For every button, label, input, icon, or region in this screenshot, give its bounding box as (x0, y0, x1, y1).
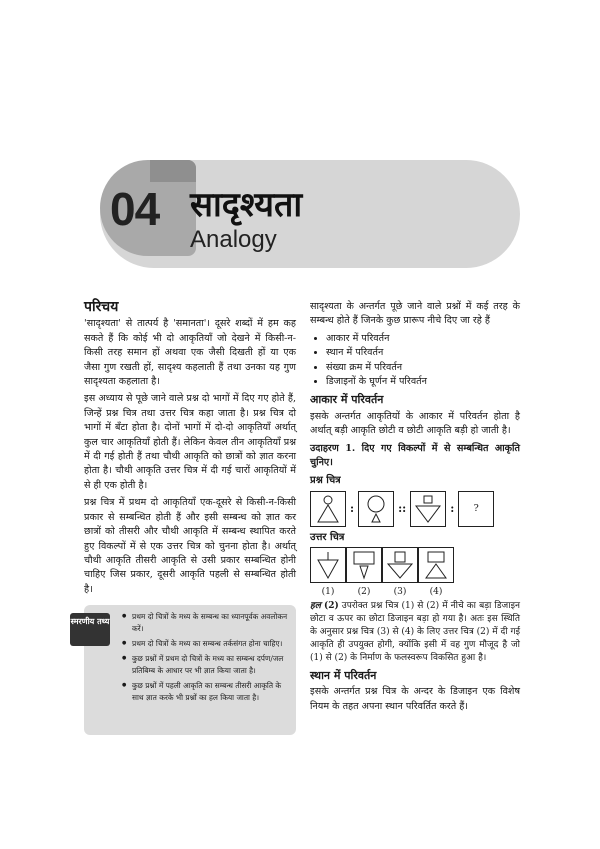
type-item: • आकार में परिवर्तन (326, 332, 520, 346)
answer-figure-3 (382, 547, 418, 583)
colon-separator-icon: : (350, 501, 355, 515)
intro-paragraph-2: इस अध्याय से पूछे जाने वाले प्रश्न दो भागों में दिए गए होते हैं, जिन्हें प्रश्न चित्र तथा उत्तर चित्र कहा जाता है। प्रश्न चित्र दो भागों में बँटा होता है। दोनों भागों में दो-दो आकृतियाँ अर्थात् कुल चार आकृतियाँ होती हैं। लेकिन केवल तीन आकृतियाँ प्रश्न में दी गई होती हैं तथा चौथी आकृति को छात्रों को ज्ञात करना होता है। चौथी आकृति उत्तर चित्र में दी गई चारों आकृतियों में से ही एक होती है। (84, 393, 296, 491)
chapter-subtitle: Analogy (190, 226, 277, 253)
option-number: (1) (321, 587, 335, 598)
intro-paragraph-1: 'सादृश्यता' से तात्पर्य है 'समानता'। दूसरे शब्दों में हम कह सकते हैं कि कोई भी दो आकृतियाँ जो देखने में किसी-न-किसी तरह समान हों अथवा एक जैसी दिखती हों या एक जैसा गुण रखती हों, सादृश्य कहलाती हैं तथा उनका यह गुण सादृश्यता कहलाता है। (84, 318, 296, 388)
solution-label: हल (310, 600, 321, 611)
question-figures (310, 491, 520, 527)
fact-item: ● प्रथम दो चित्रों के मध्य के सम्बन्ध का ध्यानपूर्वक अवलोकन करें। (132, 611, 290, 634)
double-colon-separator-icon: :: (398, 501, 407, 515)
right-column (310, 300, 520, 717)
solution-text: उपरोक्त प्रश्न चित्र (1) से (2) में नीचे का बड़ा डिजाइन छोटा व ऊपर का छोटा डिजाइन बड़ा हो गया है। अतः इस स्थिति के अनुसार प्रश्न चित्र (3) से (4) के लिए उत्तर चित्र (2) में दी गई आकृति ही उपयुक्त होगी, क्योंकि इसी में वह गुण मौजूद है जो (1) से (2) के निर्माण के फलस्वरूप विकसित हुआ है। (310, 600, 520, 663)
question-figure-label: प्रश्न चित्र (310, 475, 341, 487)
answer-option-numbers (310, 585, 520, 599)
answer-figure-1 (310, 547, 346, 583)
solution (310, 600, 520, 665)
type-item: • डिजाइनों के घूर्णन में परिवर्तन (326, 375, 520, 389)
fact-item: ● कुछ प्रश्नों में प्रथम दो चित्रों के मध्य का सम्बन्ध दर्पण/जल प्रतिबिम्ब के आधार पर भी ज्ञात किया जाता है। (132, 653, 290, 676)
chapter-tab-fold (150, 160, 196, 182)
solution-answer: (2) (323, 600, 339, 611)
memorable-facts-list (120, 611, 290, 703)
type-item: • स्थान में परिवर्तन (326, 346, 520, 360)
intro-paragraph-3: प्रश्न चित्र में प्रथम दो आकृतियाँ एक-दूसरे से किसी-न-किसी प्रकार से सम्बन्धित होती हैं और इसी सम्बन्ध को ज्ञात कर छात्रों को तीसरी और चौथी आकृति में सम्बन्ध स्थापित करते हुए विकल्पों में से एक उत्तर चित्र को चुनना होता है। अर्थात् चौथी आकृति तीसरी आकृति से उसी प्रकार सम्बन्धित होनी चाहिए जिस प्रकार, दूसरी आकृति पहली से सम्बन्धित होती है। (84, 497, 296, 595)
chapter-title: सादृश्यता (190, 185, 303, 225)
example-question: उदाहरण 1. दिए गए विकल्पों में से सम्बन्धित आकृति चुनिए। (310, 442, 520, 469)
answer-figure-4 (418, 547, 454, 583)
memorable-facts-box (70, 605, 296, 735)
chapter-number: 04 (110, 183, 160, 235)
option-number: (3) (393, 587, 407, 598)
position-change-text: इसके अन्तर्गत प्रश्न चित्र के अन्दर के डिजाइन एक विशेष नियम के तहत अपना स्थान परिवर्तित करते हैं। (310, 686, 520, 712)
question-figure-3 (410, 491, 446, 527)
question-figure-2 (358, 491, 394, 527)
left-column (70, 299, 296, 735)
option-number: (2) (357, 587, 371, 598)
answer-figure-2 (346, 547, 382, 583)
question-mark: ? (473, 502, 479, 514)
question-figure-4 (458, 491, 494, 527)
types-intro: सादृश्यता के अन्तर्गत पूछे जाने वाले प्रश्नों में कई तरह के सम्बन्ध होते हैं जिनके कुछ प्रारूप नीचे दिए जा रहे हैं (310, 301, 520, 327)
fact-item: ● प्रथम दो चित्रों के मध्य का सम्बन्ध तर्कसंगत होना चाहिए। (132, 638, 290, 649)
position-change-heading: स्थान में परिवर्तन (310, 668, 377, 682)
answer-figure-label: उत्तर चित्र (310, 531, 345, 543)
memorable-facts-tab: स्मरणीय तथ्य (70, 613, 110, 646)
fact-item: ● कुछ प्रश्नों में पहली आकृति का सम्बन्ध तीसरी आकृति के साथ ज्ञात करके भी प्रश्नों का हल किया जाता है। (132, 680, 290, 703)
size-change-text: इसके अन्तर्गत आकृतियों के आकार में परिवर्तन होता है अर्थात् बड़ी आकृति छोटी व छोटी आकृति बड़ी हो जाती है। (310, 410, 520, 437)
size-change-heading: आकार में परिवर्तन (310, 393, 384, 407)
intro-heading: परिचय (84, 299, 119, 315)
question-figure-1 (310, 491, 346, 527)
types-list (310, 332, 520, 390)
option-number: (4) (429, 587, 443, 598)
answer-figures (310, 547, 520, 583)
colon-separator-icon: : (450, 501, 455, 515)
type-item: • संख्या क्रम में परिवर्तन (326, 361, 520, 375)
